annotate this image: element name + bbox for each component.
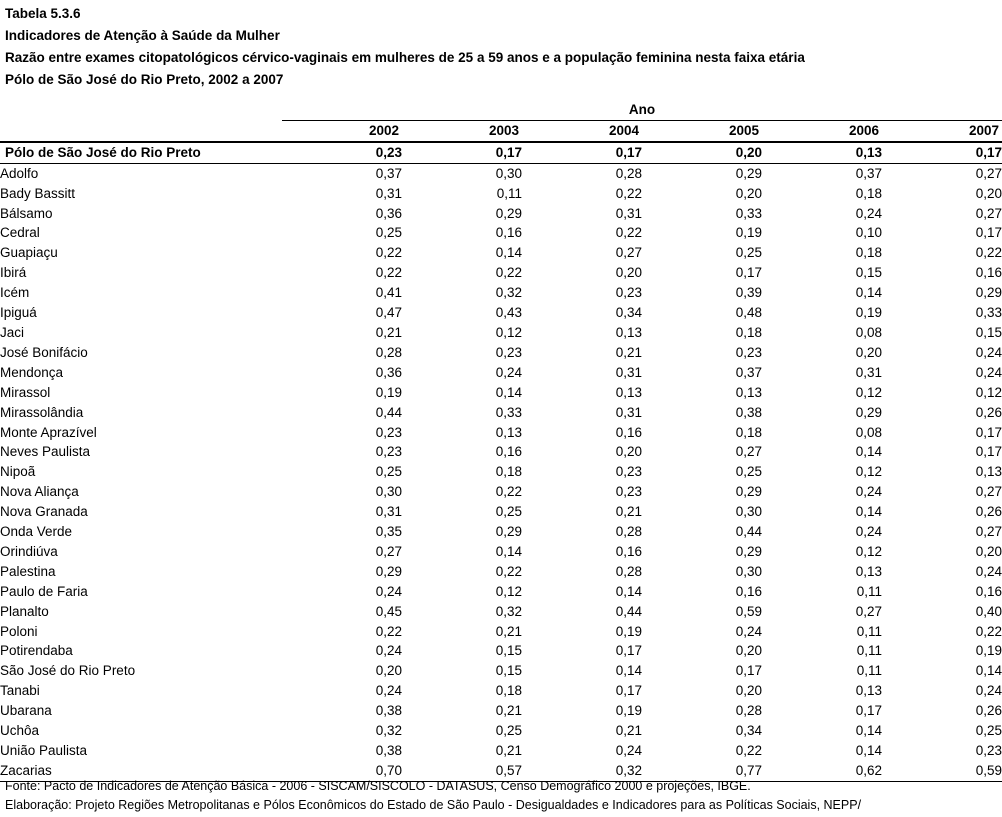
cell-value: 0,24 (855, 205, 882, 221)
cell-value: 0,18 (735, 324, 762, 340)
cell-value: 0,28 (615, 165, 642, 181)
cell-value: 0,23 (975, 743, 1002, 758)
cell-value: 0,18 (855, 185, 882, 201)
row-name: Mendonça (0, 364, 64, 380)
cell-value: 0,08 (855, 324, 882, 340)
cell-value: 0,27 (975, 165, 1002, 181)
cell-value: 0,24 (495, 364, 522, 380)
cell-value: 0,38 (375, 703, 402, 719)
table-row (0, 343, 1002, 363)
cell-value: 0,22 (975, 245, 1002, 261)
cell-value: 0,19 (615, 623, 642, 639)
cell-value: 0,21 (615, 504, 642, 520)
cell-value: 0,33 (975, 305, 1002, 321)
cell-value: 0,13 (735, 384, 762, 400)
cell-value: 0,17 (975, 424, 1002, 440)
table-subtitle: Razão entre exames citopatológicos cérvico-vaginais em mulheres de 25 a 59 anos e a população feminina nesta faixa etária (5, 50, 805, 65)
table-row (0, 184, 1002, 204)
cell-value: 0,08 (855, 424, 882, 440)
cell-value: 0,14 (855, 723, 882, 739)
row-name: Uchôa (0, 723, 40, 739)
table-row (0, 522, 1002, 542)
cell-value: 0,23 (735, 344, 762, 360)
cell-value: 0,14 (495, 245, 522, 261)
cell-value: 0,37 (375, 165, 402, 181)
cell-value: 0,24 (855, 484, 882, 500)
table-row (0, 542, 1002, 562)
cell-value: 0,19 (855, 305, 882, 321)
row-name: Pólo de São José do Rio Preto (0, 142, 282, 163)
cell-value: 0,25 (735, 464, 762, 480)
cell-value: 0,32 (495, 603, 522, 619)
cell-value: 0,12 (855, 384, 882, 400)
cell-value: 0,41 (375, 285, 402, 301)
cell-value: 0,30 (495, 165, 522, 181)
cell-value: 0,18 (495, 683, 522, 699)
cell-value: 0,13 (762, 142, 882, 163)
row-name: Mirassol (0, 384, 51, 400)
table-row (0, 482, 1002, 502)
row-name: Jaci (0, 324, 25, 340)
cell-value: 0,13 (975, 464, 1002, 480)
cell-value: 0,20 (735, 683, 762, 699)
cell-value: 0,24 (375, 683, 402, 699)
cell-value: 0,17 (855, 703, 882, 719)
cell-value: 0,20 (735, 643, 762, 659)
cell-value: 0,11 (496, 185, 522, 201)
cell-value: 0,29 (735, 484, 762, 500)
row-name: Mirassolândia (0, 404, 84, 420)
year-group-header: Ano (282, 100, 1002, 120)
cell-value: 0,21 (375, 324, 402, 340)
cell-value: 0,29 (975, 285, 1002, 301)
cell-value: 0,36 (375, 205, 402, 221)
cell-value: 0,23 (615, 464, 642, 480)
row-name: Palestina (0, 563, 56, 579)
table-row (0, 403, 1002, 423)
table-title: Indicadores de Atenção à Saúde da Mulher (5, 28, 280, 43)
cell-value: 0,17 (615, 683, 642, 699)
row-name: Tanabi (0, 683, 40, 699)
source-note: Fonte: Pacto de Indicadores de Atenção Básica - 2006 - SISCAM/SISCOLO - DATASUS, Censo Demográfico 2000 e projeções, IBGE. (5, 779, 751, 793)
cell-value: 0,37 (735, 364, 762, 380)
cell-value: 0,14 (855, 504, 882, 520)
table-row (0, 303, 1002, 323)
cell-value: 0,28 (615, 563, 642, 579)
cell-value: 0,23 (282, 142, 402, 163)
row-name: São José do Rio Preto (0, 663, 136, 679)
cell-value: 0,23 (615, 484, 642, 500)
cell-value: 0,19 (615, 703, 642, 719)
table-row (0, 204, 1002, 224)
row-name: Zacarias (0, 761, 282, 781)
year-header-2002: 2002 (282, 120, 402, 141)
table-row (0, 423, 1002, 443)
table-row (0, 323, 1002, 343)
cell-value: 0,48 (735, 305, 762, 321)
cell-value: 0,32 (495, 285, 522, 301)
cell-value: 0,32 (522, 761, 642, 781)
cell-value: 0,21 (615, 723, 642, 739)
table-body (0, 142, 1002, 782)
cell-value: 0,25 (735, 245, 762, 261)
table-row (0, 661, 1002, 681)
table-row (0, 442, 1002, 462)
cell-value: 0,31 (615, 364, 642, 380)
cell-value: 0,31 (375, 185, 402, 201)
cell-value: 0,13 (855, 563, 882, 579)
table-row (0, 721, 1002, 741)
table-row (0, 681, 1002, 701)
cell-value: 0,43 (495, 305, 522, 321)
cell-value: 0,14 (495, 384, 522, 400)
cell-value: 0,27 (975, 205, 1002, 221)
cell-value: 0,22 (495, 265, 522, 281)
table-row (0, 283, 1002, 303)
cell-value: 0,28 (375, 344, 402, 360)
table-row (0, 462, 1002, 482)
cell-value: 0,14 (855, 743, 882, 758)
cell-value: 0,57 (402, 761, 522, 781)
cell-value: 0,23 (615, 285, 642, 301)
cell-value: 0,11 (856, 583, 882, 599)
row-name: Ipiguá (0, 305, 37, 321)
cell-value: 0,30 (735, 563, 762, 579)
cell-value: 0,33 (495, 404, 522, 420)
cell-value: 0,20 (735, 185, 762, 201)
year-header-2004: 2004 (522, 120, 642, 141)
cell-value: 0,35 (375, 524, 402, 540)
cell-value: 0,21 (615, 344, 642, 360)
cell-value: 0,12 (495, 583, 522, 599)
cell-value: 0,22 (375, 623, 402, 639)
cell-value: 0,23 (495, 344, 522, 360)
cell-value: 0,21 (495, 703, 522, 719)
cell-value: 0,14 (495, 543, 522, 559)
table-row (0, 383, 1002, 403)
table-row (0, 223, 1002, 243)
cell-value: 0,77 (642, 761, 762, 781)
cell-value: 0,24 (375, 643, 402, 659)
cell-value: 0,26 (975, 404, 1002, 420)
cell-value: 0,24 (615, 743, 642, 758)
cell-value: 0,18 (855, 245, 882, 261)
cell-value: 0,25 (375, 225, 402, 241)
cell-value: 0,12 (855, 464, 882, 480)
cell-value: 0,20 (375, 663, 402, 679)
row-name: Potirendaba (0, 643, 73, 659)
cell-value: 0,31 (855, 364, 882, 380)
cell-value: 0,39 (735, 285, 762, 301)
row-name: União Paulista (0, 743, 88, 758)
cell-value: 0,40 (975, 603, 1002, 619)
cell-value: 0,34 (615, 305, 642, 321)
cell-value: 0,16 (615, 543, 642, 559)
cell-value: 0,27 (975, 484, 1002, 500)
cell-value: 0,20 (615, 444, 642, 460)
cell-value: 0,12 (855, 543, 882, 559)
row-name: Orindiúva (0, 543, 58, 559)
cell-value: 0,16 (735, 583, 762, 599)
row-name: Neves Paulista (0, 444, 91, 460)
cell-value: 0,20 (975, 543, 1002, 559)
cell-value: 0,10 (855, 225, 882, 241)
row-name: Poloni (0, 623, 38, 639)
cell-value: 0,70 (282, 761, 402, 781)
table-row (0, 701, 1002, 721)
cell-value: 0,24 (975, 344, 1002, 360)
row-name: Onda Verde (0, 524, 73, 540)
cell-value: 0,19 (975, 643, 1002, 659)
cell-value: 0,59 (735, 603, 762, 619)
cell-value: 0,27 (855, 603, 882, 619)
cell-value: 0,17 (975, 225, 1002, 241)
cell-value: 0,22 (375, 265, 402, 281)
table-row (0, 243, 1002, 263)
cell-value: 0,62 (762, 761, 882, 781)
table-number: Tabela 5.3.6 (5, 6, 81, 21)
table-row (0, 641, 1002, 661)
group-header-row (0, 100, 1002, 120)
row-name: Nipoã (0, 464, 36, 480)
cell-value: 0,22 (615, 225, 642, 241)
table-row (0, 622, 1002, 642)
cell-value: 0,24 (975, 364, 1002, 380)
indicator-table (0, 100, 1002, 782)
cell-value: 0,15 (975, 324, 1002, 340)
cell-value: 0,24 (375, 583, 402, 599)
cell-value: 0,22 (375, 245, 402, 261)
table-row (0, 263, 1002, 283)
row-name: Bálsamo (0, 205, 53, 221)
cell-value: 0,27 (735, 444, 762, 460)
cell-value: 0,25 (495, 723, 522, 739)
cell-value: 0,31 (615, 205, 642, 221)
cell-value: 0,20 (975, 185, 1002, 201)
cell-value: 0,27 (975, 524, 1002, 540)
cell-value: 0,30 (735, 504, 762, 520)
cell-value: 0,17 (735, 663, 762, 679)
row-name: Nova Granada (0, 504, 88, 520)
cell-value: 0,12 (975, 384, 1002, 400)
cell-value: 0,19 (375, 384, 402, 400)
cell-value: 0,38 (735, 404, 762, 420)
cell-value: 0,27 (615, 245, 642, 261)
year-header-row (0, 120, 1002, 141)
row-name: Bady Bassitt (0, 185, 76, 201)
cell-value: 0,15 (495, 663, 522, 679)
row-name: Ibirá (0, 265, 27, 281)
cell-value: 0,17 (882, 142, 1002, 163)
cell-value: 0,18 (735, 424, 762, 440)
cell-value: 0,28 (735, 703, 762, 719)
cell-value: 0,13 (855, 683, 882, 699)
cell-value: 0,17 (975, 444, 1002, 460)
table-notes (5, 777, 861, 815)
cell-value: 0,16 (495, 225, 522, 241)
cell-value: 0,16 (495, 444, 522, 460)
year-header-2003: 2003 (402, 120, 522, 141)
cell-value: 0,44 (375, 404, 402, 420)
cell-value: 0,38 (375, 743, 402, 758)
cell-value: 0,11 (856, 643, 882, 659)
cell-value: 0,29 (735, 165, 762, 181)
row-name: Monte Aprazível (0, 424, 97, 440)
cell-value: 0,15 (855, 265, 882, 281)
table-row (0, 582, 1002, 602)
cell-value: 0,34 (735, 723, 762, 739)
cell-value: 0,29 (855, 404, 882, 420)
row-name: Adolfo (0, 165, 39, 181)
cell-value: 0,20 (615, 265, 642, 281)
cell-value: 0,47 (375, 305, 402, 321)
cell-value: 0,20 (855, 344, 882, 360)
cell-value: 0,23 (375, 444, 402, 460)
cell-value: 0,32 (375, 723, 402, 739)
cell-value: 0,45 (375, 603, 402, 619)
row-name: Nova Aliança (0, 484, 79, 500)
cell-value: 0,12 (495, 324, 522, 340)
cell-value: 0,36 (375, 364, 402, 380)
elaboration-note: Elaboração: Projeto Regiões Metropolitanas e Pólos Econômicos do Estado de São Paulo - Desigualdades e Indicadores para as Políticas Sociais, NEPP/ (5, 798, 862, 812)
cell-value: 0,44 (735, 524, 762, 540)
cell-value: 0,22 (735, 743, 762, 758)
cell-value: 0,13 (495, 424, 522, 440)
cell-value: 0,24 (975, 563, 1002, 579)
table-row (0, 163, 1002, 183)
cell-value: 0,31 (375, 504, 402, 520)
cell-value: 0,17 (522, 142, 642, 163)
row-name: José Bonifácio (0, 344, 88, 360)
row-name: Paulo de Faria (0, 583, 88, 599)
table-row (0, 363, 1002, 383)
cell-value: 0,20 (642, 142, 762, 163)
table-row (0, 741, 1002, 761)
cell-value: 0,31 (615, 404, 642, 420)
cell-value: 0,19 (735, 225, 762, 241)
cell-value: 0,24 (735, 623, 762, 639)
year-header-2006: 2006 (762, 120, 882, 141)
cell-value: 0,29 (495, 205, 522, 221)
cell-value: 0,21 (495, 743, 522, 758)
cell-value: 0,18 (495, 464, 522, 480)
cell-value: 0,14 (855, 285, 882, 301)
cell-value: 0,16 (615, 424, 642, 440)
table-row (0, 602, 1002, 622)
cell-value: 0,11 (856, 663, 882, 679)
cell-value: 0,25 (975, 723, 1002, 739)
cell-value: 0,30 (375, 484, 402, 500)
row-name: Guapiaçu (0, 245, 58, 261)
table-row (0, 562, 1002, 582)
cell-value: 0,14 (615, 663, 642, 679)
cell-value: 0,37 (855, 165, 882, 181)
table-region-period: Pólo de São José do Rio Preto, 2002 a 2007 (5, 72, 284, 87)
cell-value: 0,14 (975, 663, 1002, 679)
cell-value: 0,29 (495, 524, 522, 540)
cell-value: 0,28 (615, 524, 642, 540)
cell-value: 0,13 (615, 324, 642, 340)
cell-value: 0,25 (375, 464, 402, 480)
row-name: Icém (0, 285, 30, 301)
cell-value: 0,25 (495, 504, 522, 520)
cell-value: 0,24 (975, 683, 1002, 699)
table-row (0, 502, 1002, 522)
total-row (0, 142, 1002, 163)
cell-value: 0,26 (975, 504, 1002, 520)
cell-value: 0,44 (615, 603, 642, 619)
cell-value: 0,16 (975, 265, 1002, 281)
cell-value: 0,21 (495, 623, 522, 639)
cell-value: 0,13 (615, 384, 642, 400)
cell-value: 0,14 (855, 444, 882, 460)
cell-value: 0,23 (375, 424, 402, 440)
cell-value: 0,22 (975, 623, 1002, 639)
table-header-block (5, 3, 805, 91)
cell-value: 0,27 (375, 543, 402, 559)
cell-value: 0,14 (615, 583, 642, 599)
cell-value: 0,16 (975, 583, 1002, 599)
cell-value: 0,17 (402, 142, 522, 163)
cell-value: 0,17 (615, 643, 642, 659)
cell-value: 0,17 (735, 265, 762, 281)
row-name: Ubarana (0, 703, 52, 719)
cell-value: 0,29 (375, 563, 402, 579)
cell-value: 0,29 (735, 543, 762, 559)
cell-value: 0,15 (495, 643, 522, 659)
year-header-2007: 2007 (882, 120, 1002, 141)
cell-value: 0,22 (495, 563, 522, 579)
year-header-2005: 2005 (642, 120, 762, 141)
cell-value: 0,59 (882, 761, 1002, 781)
cell-value: 0,22 (495, 484, 522, 500)
row-name: Planalto (0, 603, 49, 619)
row-name: Cedral (0, 225, 40, 241)
cell-value: 0,11 (856, 623, 882, 639)
cell-value: 0,33 (735, 205, 762, 221)
cell-value: 0,22 (615, 185, 642, 201)
cell-value: 0,24 (855, 524, 882, 540)
cell-value: 0,26 (975, 703, 1002, 719)
